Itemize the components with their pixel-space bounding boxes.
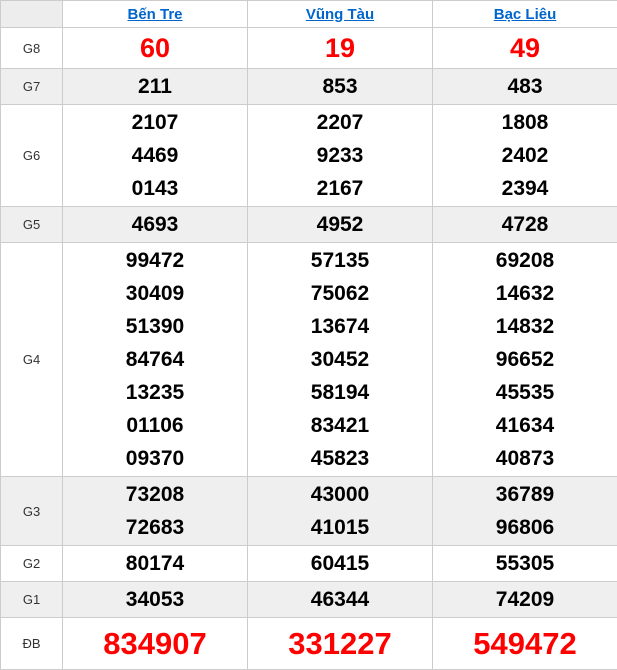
result-number: 45823: [248, 442, 432, 475]
result-number: 99472: [63, 244, 247, 277]
result-number: 69208: [433, 244, 617, 277]
prize-row-g6: [1, 105, 617, 207]
result-cell: [63, 207, 248, 243]
results-body: [1, 28, 617, 670]
result-number: 2402: [433, 139, 617, 172]
result-number: 13235: [63, 376, 247, 409]
result-number: 80174: [63, 547, 247, 580]
result-number: 55305: [433, 547, 617, 580]
prize-row-g7: [1, 69, 617, 105]
prize-row-đb: [1, 618, 617, 670]
header-cell-ben-tre: [63, 1, 248, 28]
result-cell: [248, 207, 433, 243]
province-link-ben-tre[interactable]: Bến Tre: [127, 6, 182, 23]
result-number: 1808: [433, 106, 617, 139]
result-number: 34053: [63, 583, 247, 616]
result-cell: [433, 618, 617, 670]
result-number: 01106: [63, 409, 247, 442]
result-cell: [248, 477, 433, 546]
result-number: 49: [433, 30, 617, 66]
result-cell: [248, 582, 433, 618]
result-cell: [433, 207, 617, 243]
result-number: 57135: [248, 244, 432, 277]
header-row: [1, 1, 617, 28]
result-cell: [433, 28, 617, 69]
result-number: 30409: [63, 277, 247, 310]
result-cell: [248, 618, 433, 670]
result-number: 09370: [63, 442, 247, 475]
result-cell: [63, 28, 248, 69]
result-number: 2207: [248, 106, 432, 139]
header-cell-bac-lieu: [433, 1, 617, 28]
result-cell: [433, 582, 617, 618]
result-number: 0143: [63, 172, 247, 205]
result-cell: [63, 69, 248, 105]
result-number: 96806: [433, 511, 617, 544]
result-cell: [63, 618, 248, 670]
prize-tier-label: G4: [1, 243, 63, 477]
result-number: 83421: [248, 409, 432, 442]
prize-tier-label: G3: [1, 477, 63, 546]
result-number: 2394: [433, 172, 617, 205]
result-number: 2167: [248, 172, 432, 205]
result-cell: [63, 243, 248, 477]
result-number: 19: [248, 30, 432, 66]
prize-row-g1: [1, 582, 617, 618]
prize-row-g5: [1, 207, 617, 243]
prize-row-g8: [1, 28, 617, 69]
result-number: 84764: [63, 343, 247, 376]
result-number: 13674: [248, 310, 432, 343]
result-cell: [63, 105, 248, 207]
result-number: 72683: [63, 511, 247, 544]
result-cell: [248, 546, 433, 582]
result-number: 46344: [248, 583, 432, 616]
result-number: 36789: [433, 478, 617, 511]
prize-tier-label: G5: [1, 207, 63, 243]
result-cell: [63, 582, 248, 618]
result-number: 41015: [248, 511, 432, 544]
result-number: 331227: [248, 620, 432, 667]
prize-tier-label: G1: [1, 582, 63, 618]
result-number: 211: [63, 70, 247, 103]
result-number: 834907: [63, 620, 247, 667]
result-number: 74209: [433, 583, 617, 616]
prize-row-g3: [1, 477, 617, 546]
result-cell: [248, 69, 433, 105]
result-number: 4469: [63, 139, 247, 172]
result-number: 60415: [248, 547, 432, 580]
result-number: 43000: [248, 478, 432, 511]
prize-tier-label: ĐB: [1, 618, 63, 670]
result-cell: [433, 243, 617, 477]
result-cell: [248, 243, 433, 477]
result-number: 14832: [433, 310, 617, 343]
result-number: 4693: [63, 208, 247, 241]
result-number: 9233: [248, 139, 432, 172]
prize-tier-label: G7: [1, 69, 63, 105]
result-cell: [248, 105, 433, 207]
header-cell-vung-tau: [248, 1, 433, 28]
prize-tier-label: G8: [1, 28, 63, 69]
table-header: [1, 1, 617, 28]
prize-row-g4: [1, 243, 617, 477]
result-number: 2107: [63, 106, 247, 139]
prize-row-g2: [1, 546, 617, 582]
result-cell: [63, 546, 248, 582]
result-number: 60: [63, 30, 247, 66]
result-number: 51390: [63, 310, 247, 343]
result-number: 41634: [433, 409, 617, 442]
result-cell: [433, 105, 617, 207]
result-number: 4728: [433, 208, 617, 241]
result-cell: [63, 477, 248, 546]
prize-tier-label: G6: [1, 105, 63, 207]
header-corner-cell: [1, 1, 63, 28]
result-number: 4952: [248, 208, 432, 241]
result-number: 45535: [433, 376, 617, 409]
result-number: 58194: [248, 376, 432, 409]
result-number: 853: [248, 70, 432, 103]
result-number: 14632: [433, 277, 617, 310]
result-cell: [433, 546, 617, 582]
province-link-bac-lieu[interactable]: Bạc Liêu: [494, 6, 557, 23]
result-cell: [433, 69, 617, 105]
result-number: 40873: [433, 442, 617, 475]
result-number: 30452: [248, 343, 432, 376]
result-number: 483: [433, 70, 617, 103]
result-number: 73208: [63, 478, 247, 511]
province-link-vung-tau[interactable]: Vũng Tàu: [306, 6, 374, 23]
result-cell: [433, 477, 617, 546]
prize-tier-label: G2: [1, 546, 63, 582]
result-number: 96652: [433, 343, 617, 376]
result-cell: [248, 28, 433, 69]
result-number: 549472: [433, 620, 617, 667]
result-number: 75062: [248, 277, 432, 310]
